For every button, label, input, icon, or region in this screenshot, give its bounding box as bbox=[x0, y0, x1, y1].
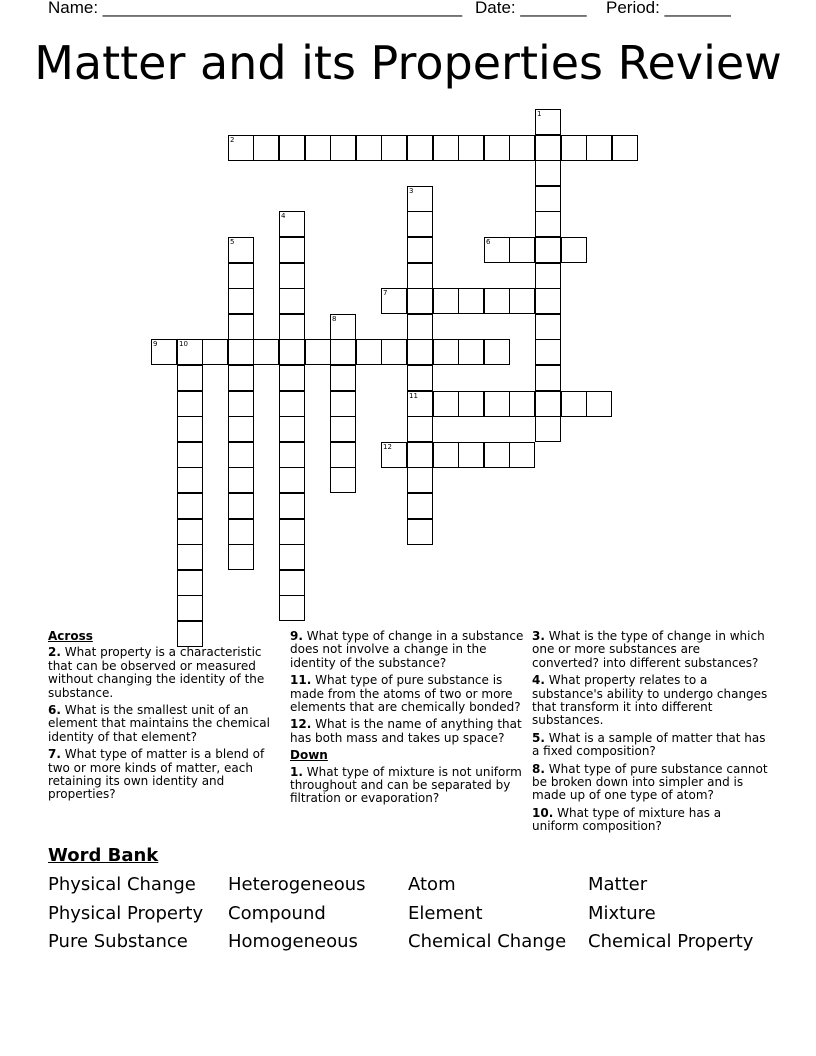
crossword-cell[interactable] bbox=[356, 339, 382, 365]
crossword-cell[interactable] bbox=[433, 391, 459, 417]
crossword-cell[interactable] bbox=[535, 365, 561, 391]
crossword-cell[interactable] bbox=[330, 416, 356, 442]
crossword-cell[interactable] bbox=[228, 493, 254, 519]
crossword-cell[interactable] bbox=[407, 467, 433, 493]
clue-item: 1. What type of mixture is not uniform throughout and can be separated by filtration or evaporation? bbox=[290, 764, 522, 806]
crossword-cell[interactable] bbox=[356, 135, 382, 161]
crossword-cell[interactable] bbox=[561, 237, 587, 263]
crossword-cell[interactable] bbox=[228, 135, 254, 161]
crossword-cell[interactable] bbox=[202, 339, 228, 365]
word-bank-item: Element bbox=[408, 903, 483, 924]
clue-number: 4 bbox=[281, 212, 286, 220]
crossword-cell[interactable] bbox=[586, 135, 612, 161]
down-heading: Down bbox=[290, 748, 328, 763]
crossword-cell[interactable] bbox=[177, 595, 203, 621]
clue-number: 7 bbox=[383, 289, 388, 297]
crossword-cell[interactable] bbox=[535, 263, 561, 289]
crossword-cell[interactable] bbox=[612, 135, 638, 161]
crossword-cell[interactable] bbox=[458, 288, 484, 314]
crossword-cell[interactable] bbox=[228, 519, 254, 545]
crossword-cell[interactable] bbox=[279, 314, 305, 340]
word-bank-item: Atom bbox=[408, 874, 456, 895]
crossword-cell[interactable] bbox=[407, 288, 433, 314]
crossword-cell[interactable] bbox=[535, 237, 561, 263]
crossword-cell[interactable] bbox=[279, 339, 305, 365]
crossword-cell[interactable] bbox=[535, 416, 561, 442]
clue-number: 11 bbox=[409, 392, 418, 400]
clue-number: 1 bbox=[537, 110, 542, 118]
crossword-cell[interactable] bbox=[279, 570, 305, 596]
clue-number: 3 bbox=[409, 187, 414, 195]
crossword-cell[interactable] bbox=[177, 365, 203, 391]
crossword-cell[interactable] bbox=[509, 135, 535, 161]
crossword-cell[interactable] bbox=[228, 442, 254, 468]
crossword-cell[interactable] bbox=[509, 288, 535, 314]
crossword-cell[interactable] bbox=[433, 135, 459, 161]
crossword-cell[interactable] bbox=[279, 135, 305, 161]
crossword-cell[interactable] bbox=[535, 288, 561, 314]
crossword-cell[interactable] bbox=[228, 365, 254, 391]
crossword-cell[interactable] bbox=[279, 211, 305, 237]
clue-item: 2. What property is a characteristic that can be observed or measured without changing the identity of the substance. bbox=[48, 645, 265, 700]
crossword-cell[interactable] bbox=[279, 544, 305, 570]
crossword-cell[interactable] bbox=[279, 467, 305, 493]
crossword-cell[interactable] bbox=[509, 237, 535, 263]
clue-column-3 bbox=[532, 630, 768, 838]
crossword-cell[interactable] bbox=[279, 237, 305, 263]
crossword-cell[interactable] bbox=[253, 135, 279, 161]
crossword-cell[interactable] bbox=[279, 263, 305, 289]
crossword-cell[interactable] bbox=[458, 391, 484, 417]
crossword-cell[interactable] bbox=[228, 237, 254, 263]
crossword-cell[interactable] bbox=[407, 186, 433, 212]
crossword-cell[interactable] bbox=[151, 339, 177, 365]
crossword-cell[interactable] bbox=[407, 519, 433, 545]
crossword-cell[interactable] bbox=[177, 416, 203, 442]
crossword-cell[interactable] bbox=[279, 493, 305, 519]
crossword-cell[interactable] bbox=[535, 160, 561, 186]
clue-item: 10. What type of mixture has a uniform composition? bbox=[532, 805, 722, 834]
crossword-cell[interactable] bbox=[228, 467, 254, 493]
word-bank-item: Physical Change bbox=[48, 874, 196, 895]
crossword-cell[interactable] bbox=[407, 135, 433, 161]
clue-number: 10 bbox=[179, 340, 188, 348]
word-bank-item: Mixture bbox=[588, 903, 656, 924]
crossword-cell[interactable] bbox=[381, 442, 407, 468]
clue-number: 5 bbox=[230, 238, 235, 246]
crossword-cell[interactable] bbox=[330, 314, 356, 340]
crossword-cell[interactable] bbox=[330, 391, 356, 417]
word-bank-item: Matter bbox=[588, 874, 648, 895]
clue-number: 6 bbox=[486, 238, 491, 246]
crossword-cell[interactable] bbox=[535, 211, 561, 237]
crossword-cell[interactable] bbox=[177, 519, 203, 545]
clue-item: 11. What type of pure substance is made from the atoms of two or more elements that are chemically bonded? bbox=[290, 673, 521, 715]
word-bank-item: Homogeneous bbox=[228, 931, 358, 952]
crossword-cell[interactable] bbox=[228, 391, 254, 417]
crossword-cell[interactable] bbox=[279, 595, 305, 621]
crossword-cell[interactable] bbox=[228, 288, 254, 314]
period-field[interactable]: Period: _______ bbox=[606, 0, 731, 17]
crossword-cell[interactable] bbox=[330, 365, 356, 391]
crossword-cell[interactable] bbox=[330, 467, 356, 493]
page-title: Matter and its Properties Review bbox=[34, 36, 782, 90]
clue-item: 7. What type of matter is a blend of two or more kinds of matter, each retaining its own identity and properties? bbox=[48, 747, 265, 802]
across-heading: Across bbox=[48, 629, 93, 643]
crossword-cell[interactable] bbox=[228, 339, 254, 365]
crossword-cell[interactable] bbox=[228, 544, 254, 570]
crossword-cell[interactable] bbox=[228, 263, 254, 289]
crossword-cell[interactable] bbox=[177, 442, 203, 468]
crossword-cell[interactable] bbox=[407, 263, 433, 289]
crossword-cell[interactable] bbox=[484, 237, 510, 263]
crossword-cell[interactable] bbox=[433, 339, 459, 365]
word-bank-item: Chemical Change bbox=[408, 931, 567, 952]
clue-item: 9. What type of change in a substance does not involve a change in the identity of the substance? bbox=[290, 629, 524, 670]
clue-item: 12. What is the name of anything that has both mass and takes up space? bbox=[290, 717, 522, 745]
clue-column-2 bbox=[290, 630, 526, 810]
crossword-cell[interactable] bbox=[305, 135, 331, 161]
crossword-cell[interactable] bbox=[535, 109, 561, 135]
crossword-cell[interactable] bbox=[407, 493, 433, 519]
clue-item: 6. What is the smallest unit of an element that maintains the chemical identity of that element? bbox=[48, 703, 270, 744]
word-bank-item: Compound bbox=[228, 903, 326, 924]
crossword-cell[interactable] bbox=[535, 314, 561, 340]
crossword-cell[interactable] bbox=[407, 339, 433, 365]
crossword-cell[interactable] bbox=[279, 288, 305, 314]
crossword-cell[interactable] bbox=[279, 442, 305, 468]
crossword-cell[interactable] bbox=[177, 544, 203, 570]
crossword-cell[interactable] bbox=[484, 339, 510, 365]
crossword-cell[interactable] bbox=[279, 416, 305, 442]
crossword-cell[interactable] bbox=[381, 135, 407, 161]
crossword-cell[interactable] bbox=[509, 391, 535, 417]
crossword-cell[interactable] bbox=[535, 339, 561, 365]
clue-number: 9 bbox=[153, 340, 158, 348]
crossword-cell[interactable] bbox=[253, 339, 279, 365]
crossword-cell[interactable] bbox=[433, 442, 459, 468]
word-bank-title: Word Bank bbox=[48, 845, 159, 866]
crossword-cell[interactable] bbox=[330, 442, 356, 468]
clue-number: 12 bbox=[383, 443, 392, 451]
crossword-cell[interactable] bbox=[484, 391, 510, 417]
crossword-cell[interactable] bbox=[177, 493, 203, 519]
crossword-cell[interactable] bbox=[407, 211, 433, 237]
crossword-cell[interactable] bbox=[407, 365, 433, 391]
crossword-cell[interactable] bbox=[433, 288, 459, 314]
crossword-cell[interactable] bbox=[458, 442, 484, 468]
crossword-cell[interactable] bbox=[484, 442, 510, 468]
word-bank-item: Heterogeneous bbox=[228, 874, 366, 895]
crossword-cell[interactable] bbox=[228, 416, 254, 442]
word-bank-item: Physical Property bbox=[48, 903, 204, 924]
crossword-cell[interactable] bbox=[407, 237, 433, 263]
crossword-cell[interactable] bbox=[535, 391, 561, 417]
crossword-cell[interactable] bbox=[381, 339, 407, 365]
crossword-cell[interactable] bbox=[177, 391, 203, 417]
crossword-cell[interactable] bbox=[586, 391, 612, 417]
crossword-cell[interactable] bbox=[535, 135, 561, 161]
crossword-cell[interactable] bbox=[177, 467, 203, 493]
crossword-cell[interactable] bbox=[330, 135, 356, 161]
word-bank-item: Pure Substance bbox=[48, 931, 188, 952]
crossword-cell[interactable] bbox=[561, 135, 587, 161]
crossword-cell[interactable] bbox=[228, 314, 254, 340]
clue-number: 2 bbox=[230, 136, 235, 144]
clue-item: 8. What type of pure substance cannot be broken down into simpler and is made up of one type of atom? bbox=[532, 761, 768, 803]
crossword-cell[interactable] bbox=[381, 288, 407, 314]
clue-item: 5. What is a sample of matter that has a fixed composition? bbox=[532, 730, 766, 759]
clue-number: 8 bbox=[332, 315, 337, 323]
clue-item: 3. What is the type of change in which one or more substances are converted? into different substances? bbox=[532, 629, 765, 670]
crossword-cell[interactable] bbox=[535, 186, 561, 212]
word-bank-item: Chemical Property bbox=[588, 931, 754, 952]
clue-column-1 bbox=[48, 630, 274, 806]
name-field[interactable]: Name: ______________________________________ bbox=[48, 0, 463, 17]
crossword-cell[interactable] bbox=[407, 442, 433, 468]
crossword-cell[interactable] bbox=[407, 416, 433, 442]
date-field[interactable]: Date: _______ bbox=[475, 0, 587, 17]
crossword-cell[interactable] bbox=[484, 288, 510, 314]
crossword-cell[interactable] bbox=[561, 391, 587, 417]
crossword-cell[interactable] bbox=[509, 442, 535, 468]
clue-item: 4. What property relates to a substance's ability to undergo changes that transform it into different substances. bbox=[532, 673, 768, 728]
crossword-cell[interactable] bbox=[458, 339, 484, 365]
crossword-cell[interactable] bbox=[279, 519, 305, 545]
crossword-cell[interactable] bbox=[279, 365, 305, 391]
crossword-cell[interactable] bbox=[484, 135, 510, 161]
crossword-cell[interactable] bbox=[305, 339, 331, 365]
crossword-cell[interactable] bbox=[177, 570, 203, 596]
crossword-cell[interactable] bbox=[177, 339, 203, 365]
crossword-cell[interactable] bbox=[407, 391, 433, 417]
crossword-cell[interactable] bbox=[407, 314, 433, 340]
crossword-cell[interactable] bbox=[330, 339, 356, 365]
crossword-cell[interactable] bbox=[458, 135, 484, 161]
crossword-cell[interactable] bbox=[279, 391, 305, 417]
